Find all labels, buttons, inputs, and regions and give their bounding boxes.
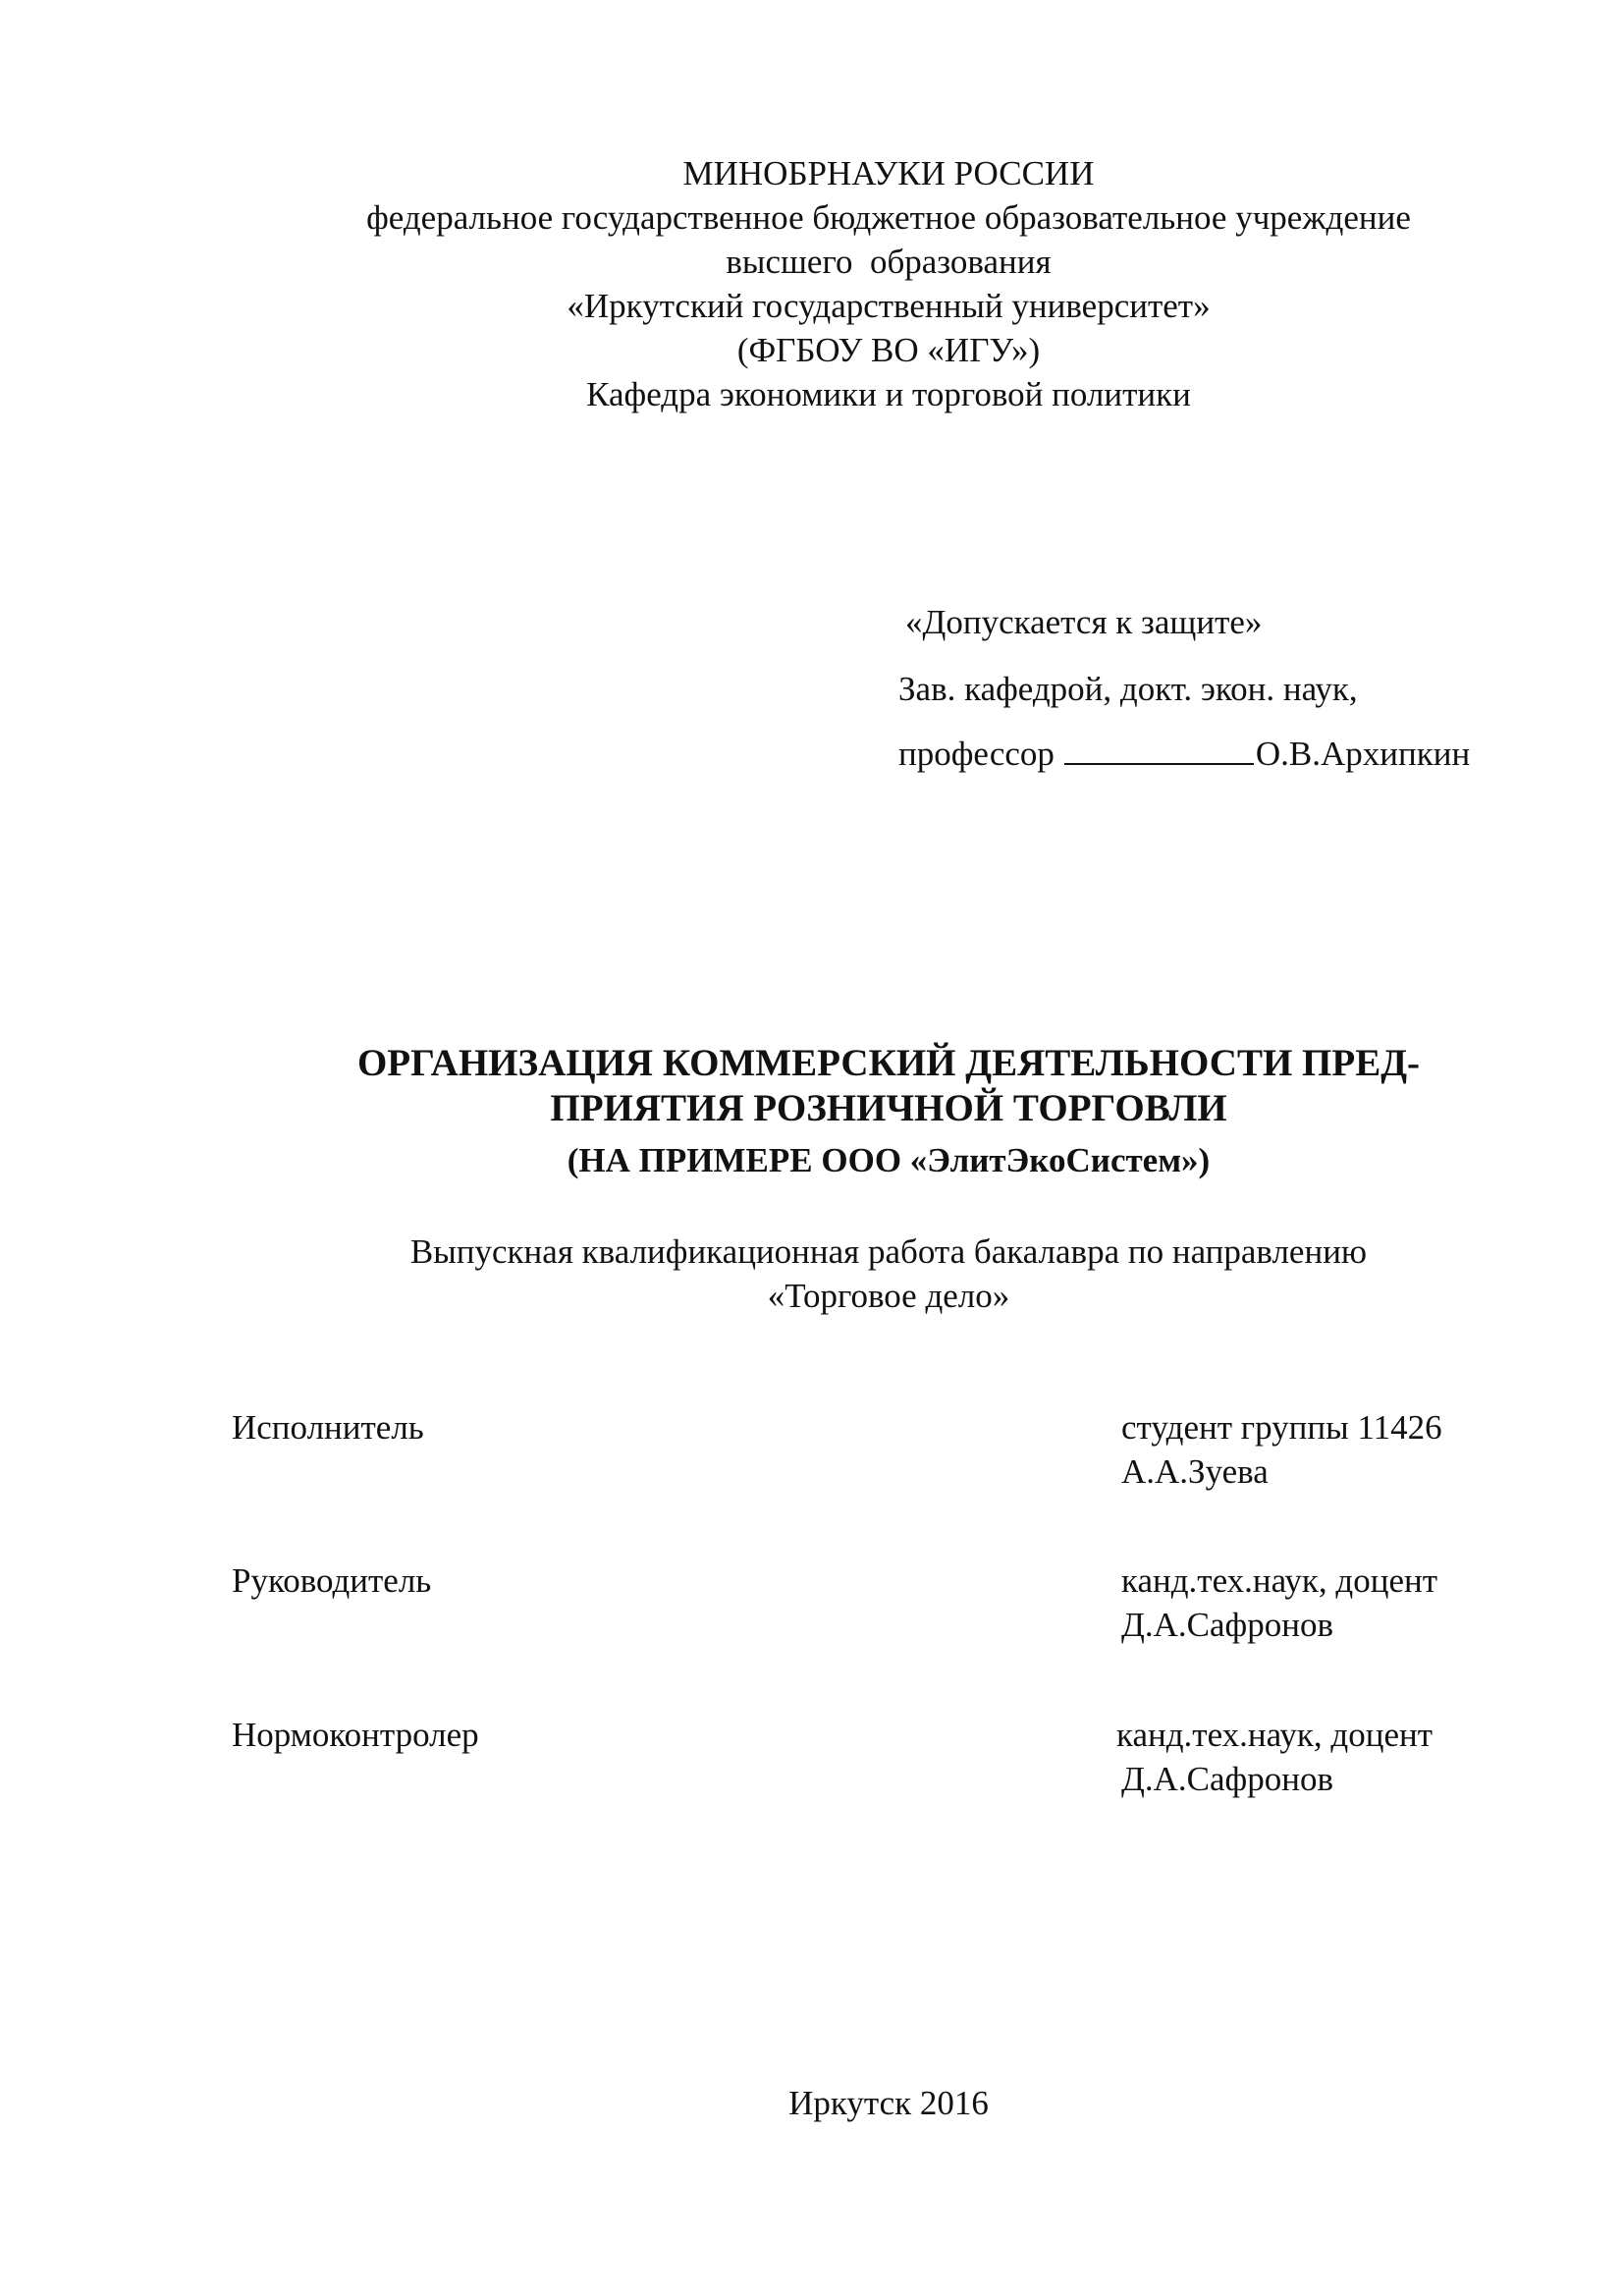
city-year: Иркутск 2016 — [788, 2084, 989, 2122]
department-name: Кафедра экономики и торговой политики — [586, 375, 1191, 413]
role-norm-controller: Нормоконтролер — [232, 1716, 479, 1754]
approval-position: Зав. кафедрой, докт. экон. наук, — [898, 670, 1358, 708]
approval-admitted: «Допускается к защите» — [905, 603, 1263, 641]
signature-blank — [1064, 734, 1254, 765]
performer-name: А.А.Зуева — [1121, 1452, 1269, 1491]
norm-controller-detail: канд.тех.наук, доцент — [1116, 1716, 1434, 1754]
education-level: высшего образования — [726, 243, 1052, 281]
approval-name: О.В.Архипкин — [1255, 735, 1471, 773]
thesis-title-line3: (НА ПРИМЕРЕ ООО «ЭлитЭкоСистем») — [567, 1141, 1211, 1179]
approval-title: профессор — [898, 735, 1055, 773]
role-supervisor: Руководитель — [232, 1561, 432, 1600]
role-performer: Исполнитель — [232, 1408, 424, 1447]
thesis-type-line1: Выпускная квалификационная работа бакалавра по направлению — [409, 1232, 1368, 1271]
ministry: МИНОБРНАУКИ РОССИИ — [682, 154, 1095, 192]
approval-signature-line — [898, 733, 1470, 776]
university-abbreviation: (ФГБОУ ВО «ИГУ») — [736, 331, 1041, 369]
institution-type: федеральное государственное бюджетное образовательное учреждение — [366, 198, 1411, 237]
thesis-type-line2: «Торговое дело» — [767, 1277, 1010, 1315]
thesis-title-line1: ОРГАНИЗАЦИЯ КОММЕРСКИЙ ДЕЯТЕЛЬНОСТИ ПРЕД- — [356, 1042, 1421, 1084]
thesis-title-line2: ПРИЯТИЯ РОЗНИЧНОЙ ТОРГОВЛИ — [550, 1087, 1227, 1129]
performer-detail: студент группы 11426 — [1121, 1408, 1442, 1447]
supervisor-detail: канд.тех.наук, доцент — [1121, 1561, 1438, 1600]
university-name: «Иркутский государственный университет» — [567, 287, 1211, 325]
supervisor-name: Д.А.Сафронов — [1121, 1606, 1333, 1644]
norm-controller-name: Д.А.Сафронов — [1121, 1760, 1333, 1798]
